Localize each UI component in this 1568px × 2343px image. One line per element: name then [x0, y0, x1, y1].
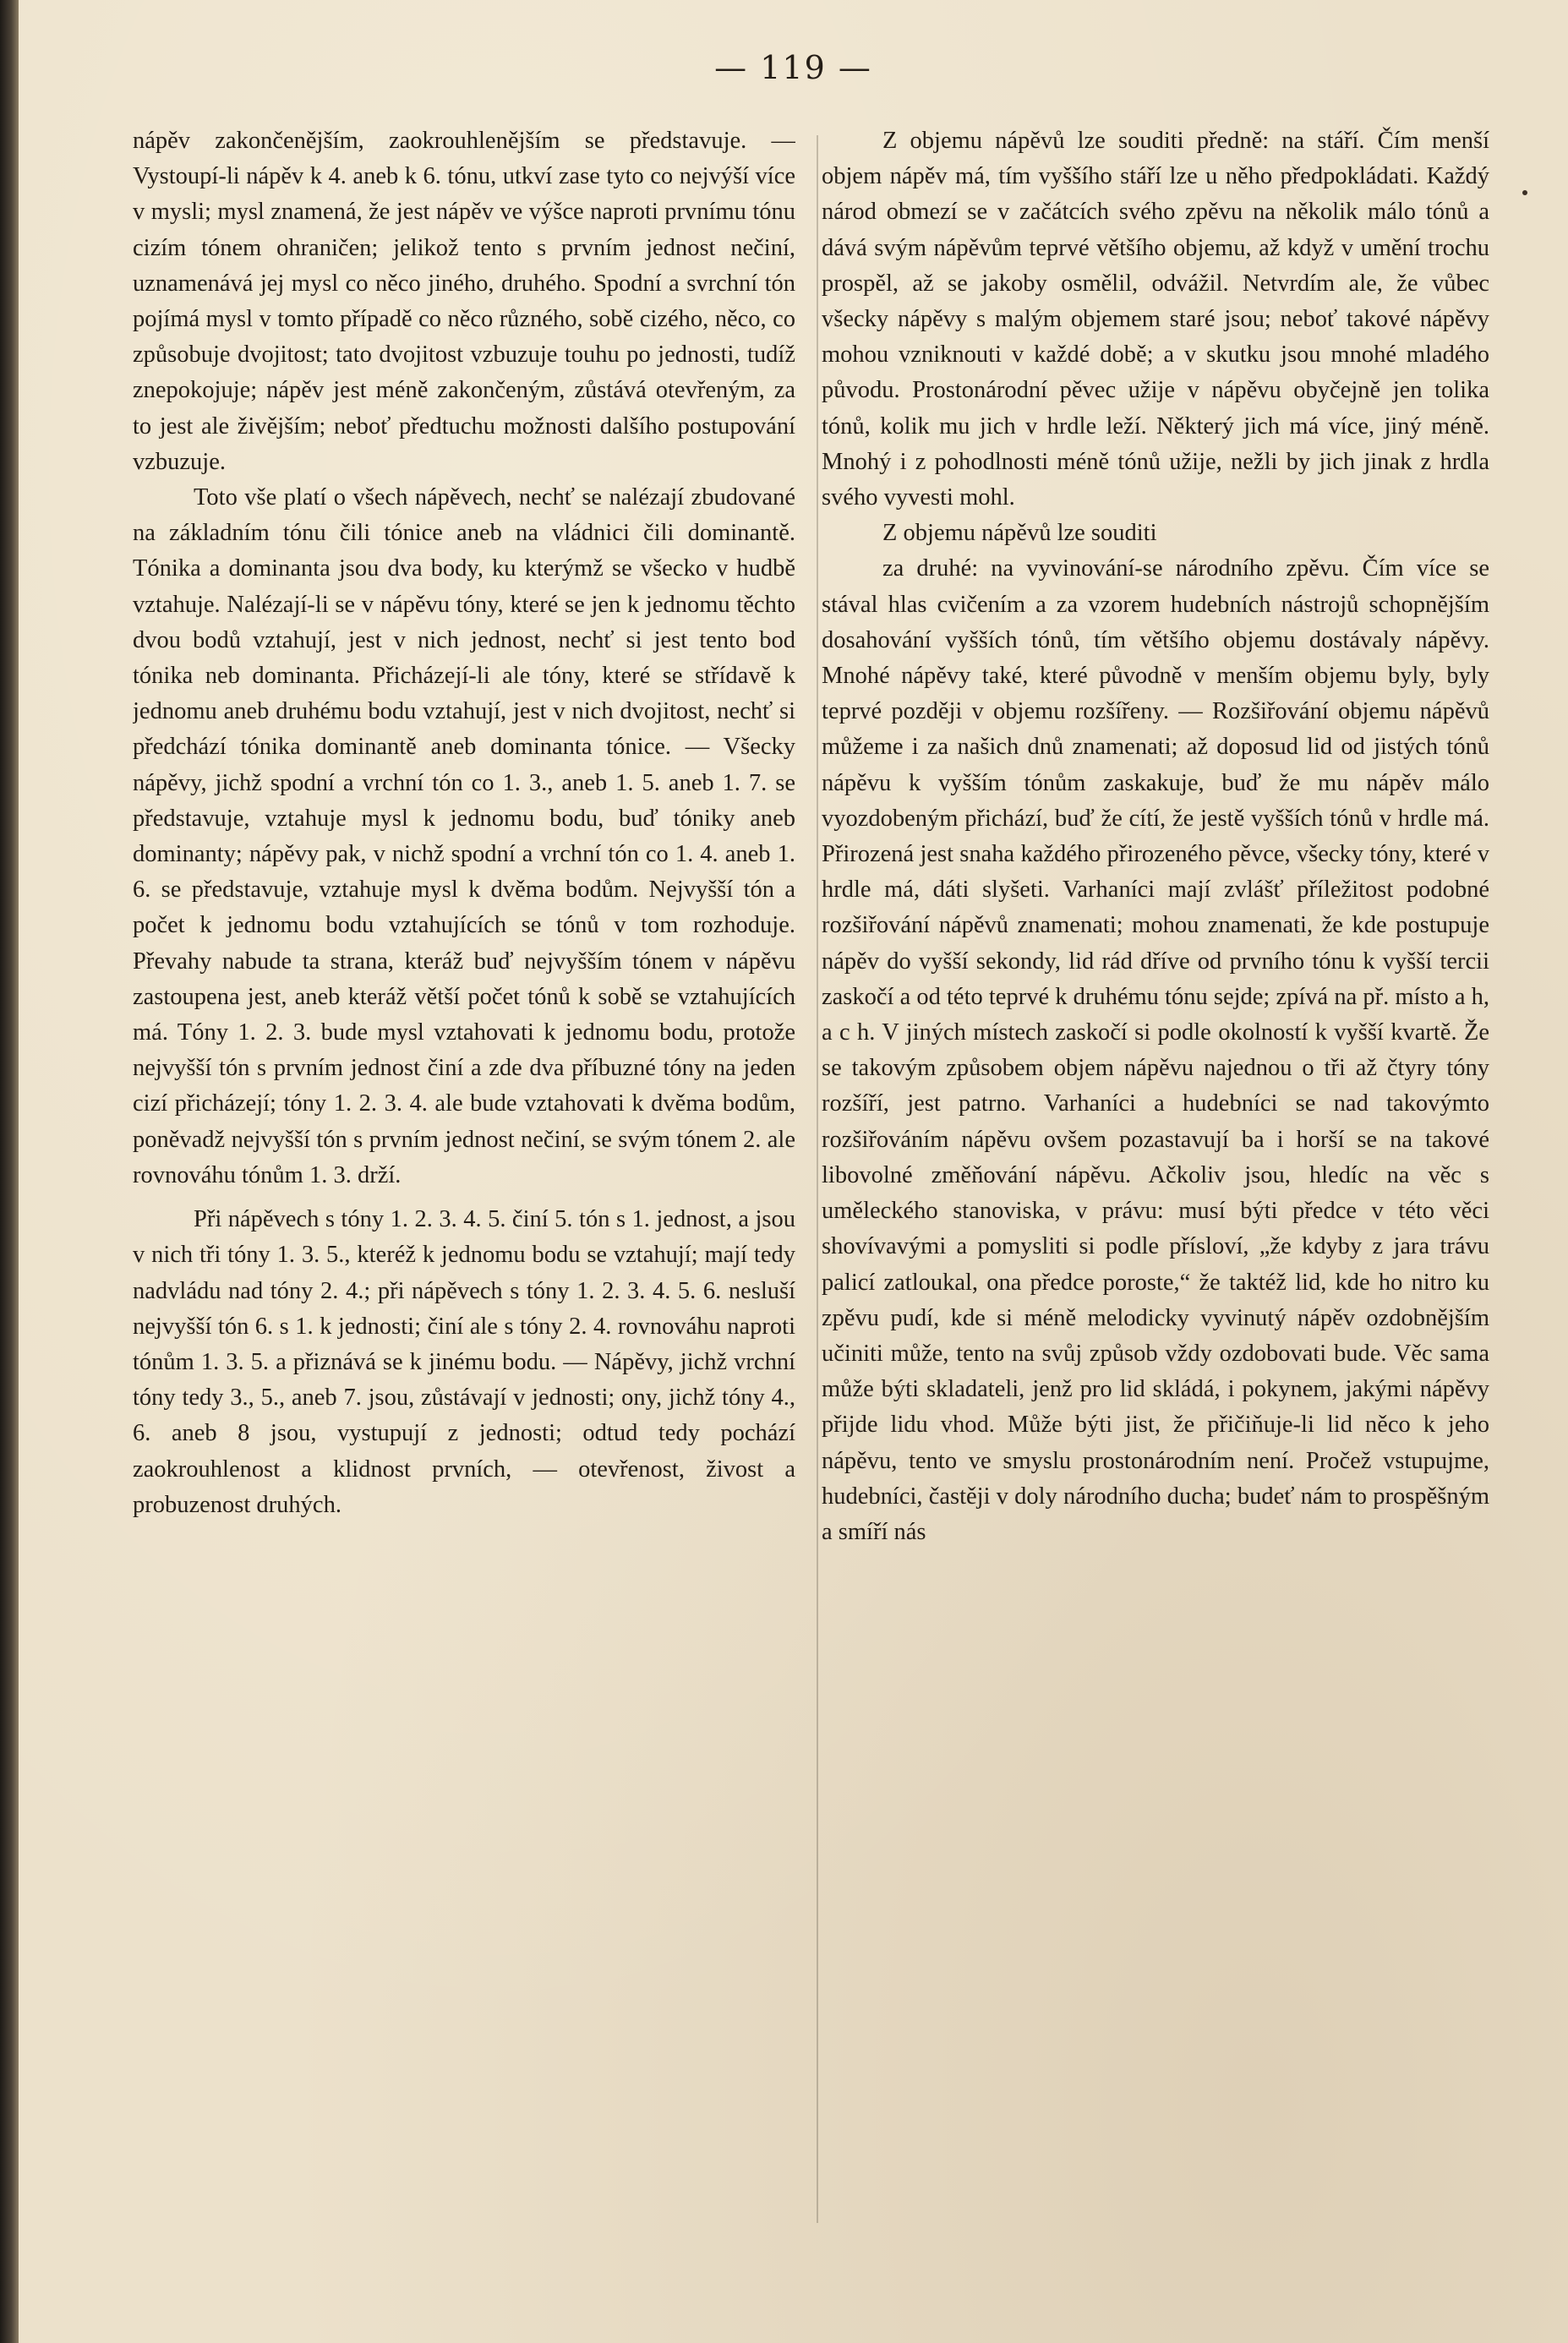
column-divider — [817, 135, 818, 2223]
right-paragraph-2: Z objemu nápěvů lze souditi — [882, 520, 1157, 547]
page-number: — 119 — — [714, 49, 872, 86]
left-paragraph-1: nápěv zakončenějším, zaokrouhlenějším se představuje. — Vystoupí-li nápěv k 4. aneb k 6. tónu, utkví zase tyto co nejvýší více v mysli; mysl znamená, že jest nápěv ve výšce naproti prvnímu tónu cizím tónem ohraničen; jelikož tento s prvním jednost nečiní, uznamenává jej mysl co něco jiného, druhého. Spodní a svrchní tón pojímá mysl v tomto případě co něco různého, sobě cizého, něco, co způsobuje dvojitost; tato dvojitost vzbuzuje touhu po jednosti, tudíž znepokojuje; nápěv jest méně zakončeným, zůstává otevřeným, za to jest ale živějším; neboť předtuchu možnosti dalšího postupování vzbuzuje. — [133, 128, 795, 475]
right-column — [822, 123, 1489, 2236]
book-page — [19, 0, 1568, 2343]
left-paragraph-2: Toto vše platí o všech nápěvech, nechť se nalézají zbudované na základním tónu čili tónice aneb na vládnici čili dominantě. Tónika a dominanta jsou dva body, ku kterýmž se všecko v hudbě vztahuje. Nalézají-li se v nápěvu tóny, které se jen k jednomu těchto dvou bodů vztahují, jest v nich jednost, nechť si jest tento bod tónika neb dominanta. Přicházejí-li ale tóny, které se střídavě k jednomu aneb druhému bodu vztahují, jest v nich dvojitost, nechť si předchází tónika dominantě aneb dominanta tónice. — Všecky nápěvy, jichž spodní a vrchní tón co 1. 3., aneb 1. 5. aneb 1. 7. se představuje, vztahuje mysl k jednomu bodu, buď tóniky aneb dominanty; nápěvy pak, v nichž spodní a vrchní tón co 1. 4. aneb 1. 6. se představuje, vztahuje mysl k dvěma bodům. Nejvyšší tón a počet k jednomu bodu vztahujících se tónů v tom rozhoduje. Převahy nabude ta strana, kteráž buď nejvyšším tónem v nápěvu zastoupena jest, aneb kteráž větší počet tónů k sobě se vztahujících má. Tóny 1. 2. 3. bude mysl vztahovati k jednomu bodu, protože nejvyšší tón s prvním jednost činí a zde dva příbuzné tóny na jeden cizí přicházejí; tóny 1. 2. 3. 4. ale bude vztahovati k dvěma bodům, poněvadž nejvyšší tón s prvním jednost nečiní, se svým tónem 2. ale rovnováhu tónům 1. 3. drží. — [133, 484, 795, 1188]
left-column — [133, 123, 795, 2236]
left-paragraph-3: Při nápěvech s tóny 1. 2. 3. 4. 5. činí 5. tón s 1. jednost, a jsou v nich tři tóny 1. 3. 5., kteréž k jednomu bodu se vztahují; mají tedy nadvládu nad tóny 2. 4.; při nápěvech s tóny 1. 2. 3. 4. 5. 6. nesluší nejvyšší tón 6. s 1. k jednosti; činí ale s tóny 2. 4. rovnováhu naproti tónům 1. 3. 5. a přiznává se k jinému bodu. — Nápěvy, jichž vrchní tóny tedy 3., 5., aneb 7. jsou, zůstávají v jednosti; ony, jichž tóny 4., 6. aneb 8 jsou, vystupují z jednosti; odtud tedy pochází zaokrouhlenost a klidnost prvních, — otevřenost, živost a probuzenost druhých. — [133, 1206, 795, 1518]
page-binding-edge — [0, 0, 19, 2343]
right-paragraph-3: za druhé: na vyvinování-se národního zpěvu. Čím více se stával hlas cvičením a za vzorem hudebních nástrojů schopnějším dosahování vyšších tónů, tím většího objemu dostávaly nápěvy. Mnohé nápěvy také, které původně v menším objemu byly, byly teprvé později v objemu rozšířeny. — Rozšiřování objemu nápěvů můžeme i za našich dnů znamenati; až doposud lid od jistých tónů nápěvu k vyšším tónům zaskakuje, buď že mu nápěv málo vyozdobeným přichází, buď že cítí, že jestě vyšších tónů v hrdle má. Přirozená jest snaha každého přirozeného pěvce, všecky tóny, které v hrdle má, dáti slyšeti. Varhaníci mají zvlášť příležitost podobné rozšiřování nápěvů znamenati; mohou znamenati, že kde postupuje nápěv do vyšší sekondy, lid rád dříve od prvního tónu k vyšší tercii zaskočí a od této teprvé k druhému tónu sejde; zpívá na př. místo a h, a c h. V jiných místech zaskočí si podle okolností k vyšší kvartě. Že se takovým způsobem objem nápěvu najednou o tři až čtyry tóny rozšíří, jest patrno. Varhaníci a hudebníci se nad takovýmto rozšiřováním nápěvu ovšem pozastavují ba i horší se na takové libovolné změňování nápěvu. Ačkoliv jsou, hledíc na věc s uměleckého stanoviska, v právu: musí býti předce v této věci shovívavými a pomysliti si podle přísloví, „že kdyby z jara trávu palicí zatloukal, ona předce poroste,“ že taktéž lid, kde ho nitro ku zpěvu pudí, kde si méně melodicky vyvinutý nápěv ozdobnějším učiniti může, tento na svůj způsob vždy ozdobovati bude. Věc sama může býti skladateli, jenž pro lid skládá, i pokynem, jakými nápěvy přijde lidu vhod. Může býti jist, že přičiňuje-li lid něco k jeho nápěvu, tento ve smyslu prostonárodním není. Pročež vstupujme, hudebníci, častěji v doly národního ducha; budeť nám to prospěšným a smíří nás — [822, 555, 1489, 1545]
ink-speck — [1522, 190, 1527, 195]
right-paragraph-1: Z objemu nápěvů lze souditi předně: na stáří. Čím menší objem nápěv má, tím vyššího stáří lze u něho předpokládati. Každý národ obmezí se v začátcích svého zpěvu na několik málo tónů a dává svým nápěvům teprvé většího objemu, až když v umění trochu prospěl, až se jakoby osmělil, odvážil. Netvrdím ale, že vůbec všecky nápěvy s malým objemem staré jsou; neboť takové nápěvy mohou vzniknouti v každé době; a v skutku jsou mnohé mladého původu. Prostonárodní pěvec užije v nápěvu obyčejně jen tolika tónů, kolik mu jich v hrdle leží. Některý jich má více, jiný méně. Mnohý i z pohodlnosti méně tónů užije, nežli by jich jinak z hrdla svého vyvesti mohl. — [822, 128, 1489, 511]
